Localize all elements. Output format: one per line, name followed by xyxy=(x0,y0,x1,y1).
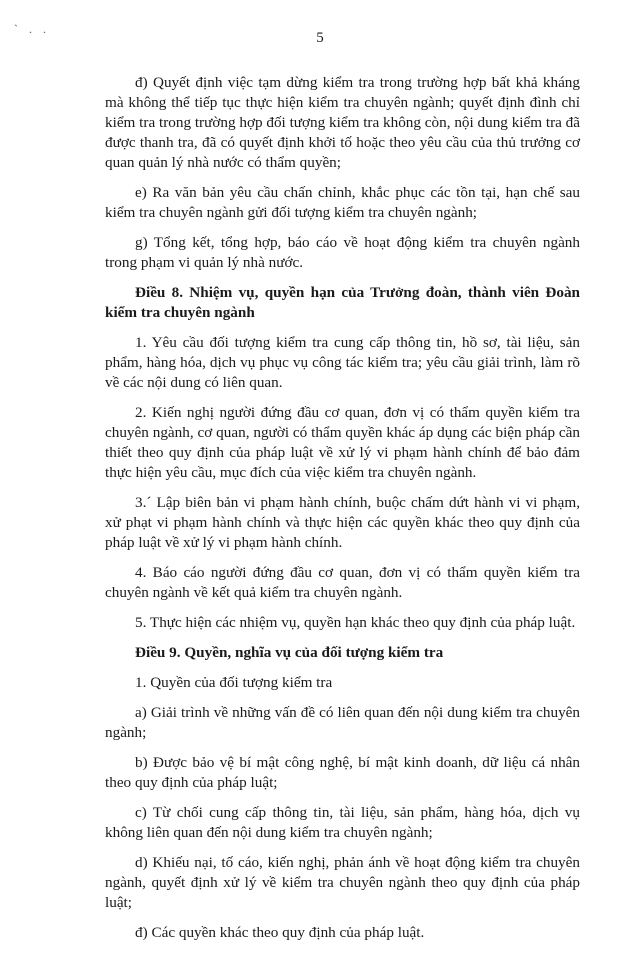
article-8-item-1: 1. Yêu cầu đối tượng kiểm tra cung cấp thông tin, hồ sơ, tài liệu, sản phẩm, hàng hóa, dịch vụ phục vụ công tác kiểm tra; yêu cầu giải trình, làm rõ về các nội dung có liên quan. xyxy=(105,334,580,391)
article-8-item-5: 5. Thực hiện các nhiệm vụ, quyền hạn khác theo quy định của pháp luật. xyxy=(135,614,576,631)
article-8-item-3: 3.´ Lập biên bản vi phạm hành chính, buộc chấm dứt hành vi vi phạm, xử phạt vi phạm hành chính và thực hiện các quyền khác theo quy định của pháp luật về xử lý vi phạm hành chính. xyxy=(105,494,580,551)
article-9-item-1a: a) Giải trình về những vấn đề có liên quan đến nội dung kiểm tra chuyên ngành; xyxy=(105,704,580,741)
page-number: 5 xyxy=(316,30,324,46)
article-9-item-1b: b) Được bảo vệ bí mật công nghệ, bí mật kinh doanh, dữ liệu cá nhân theo quy định của pháp luật; xyxy=(105,754,580,791)
document-body xyxy=(105,73,580,953)
paragraph-g: g) Tổng kết, tổng hợp, báo cáo về hoạt động kiểm tra chuyên ngành trong phạm vi quản lý nhà nước. xyxy=(105,234,580,271)
article-9-item-1d: d) Khiếu nại, tố cáo, kiến nghị, phản ánh về hoạt động kiểm tra chuyên ngành, quyết định xử lý về kiểm tra chuyên ngành theo quy định của pháp luật; xyxy=(105,854,580,911)
article-9-item-1: 1. Quyền của đối tượng kiểm tra xyxy=(135,674,333,691)
article-9-item-1dd: đ) Các quyền khác theo quy định của pháp luật. xyxy=(135,924,425,941)
scan-marks: ` . . xyxy=(14,22,50,36)
article-8-heading: Điều 8. Nhiệm vụ, quyền hạn của Trưởng đoàn, thành viên Đoàn kiểm tra chuyên ngành xyxy=(105,284,580,321)
article-9-heading: Điều 9. Quyền, nghĩa vụ của đối tượng kiểm tra xyxy=(135,644,444,661)
paragraph-d-suspend: đ) Quyết định việc tạm dừng kiểm tra trong trường hợp bất khả kháng mà không thể tiếp tục thực hiện kiểm tra chuyên ngành; quyết định đình chỉ kiểm tra trong trường hợp đối tượng kiểm tra không còn, nội dung kiểm tra đã được thanh tra, đã có quyết định khởi tố hoặc theo yêu cầu của thủ trưởng cơ quan quản lý nhà nước có thẩm quyền; xyxy=(105,74,581,171)
article-9-item-1c: c) Từ chối cung cấp thông tin, tài liệu, sản phẩm, hàng hóa, dịch vụ không liên quan đến nội dung kiểm tra chuyên ngành; xyxy=(105,804,580,841)
article-8-item-4: 4. Báo cáo người đứng đầu cơ quan, đơn vị có thẩm quyền kiểm tra chuyên ngành về kết quả kiểm tra chuyên ngành. xyxy=(105,564,580,601)
paragraph-e: e) Ra văn bản yêu cầu chấn chỉnh, khắc phục các tồn tại, hạn chế sau kiểm tra chuyên ngành gửi đối tượng kiểm tra chuyên ngành; xyxy=(105,184,580,221)
article-8-item-2: 2. Kiến nghị người đứng đầu cơ quan, đơn vị có thẩm quyền kiểm tra chuyên ngành, cơ quan, người có thẩm quyền khác áp dụng các biện pháp cần thiết theo quy định của pháp luật về xử lý vi phạm hành chính để bảo đảm thực hiện yêu cầu, mục đích của việc kiểm tra chuyên ngành. xyxy=(105,404,580,481)
